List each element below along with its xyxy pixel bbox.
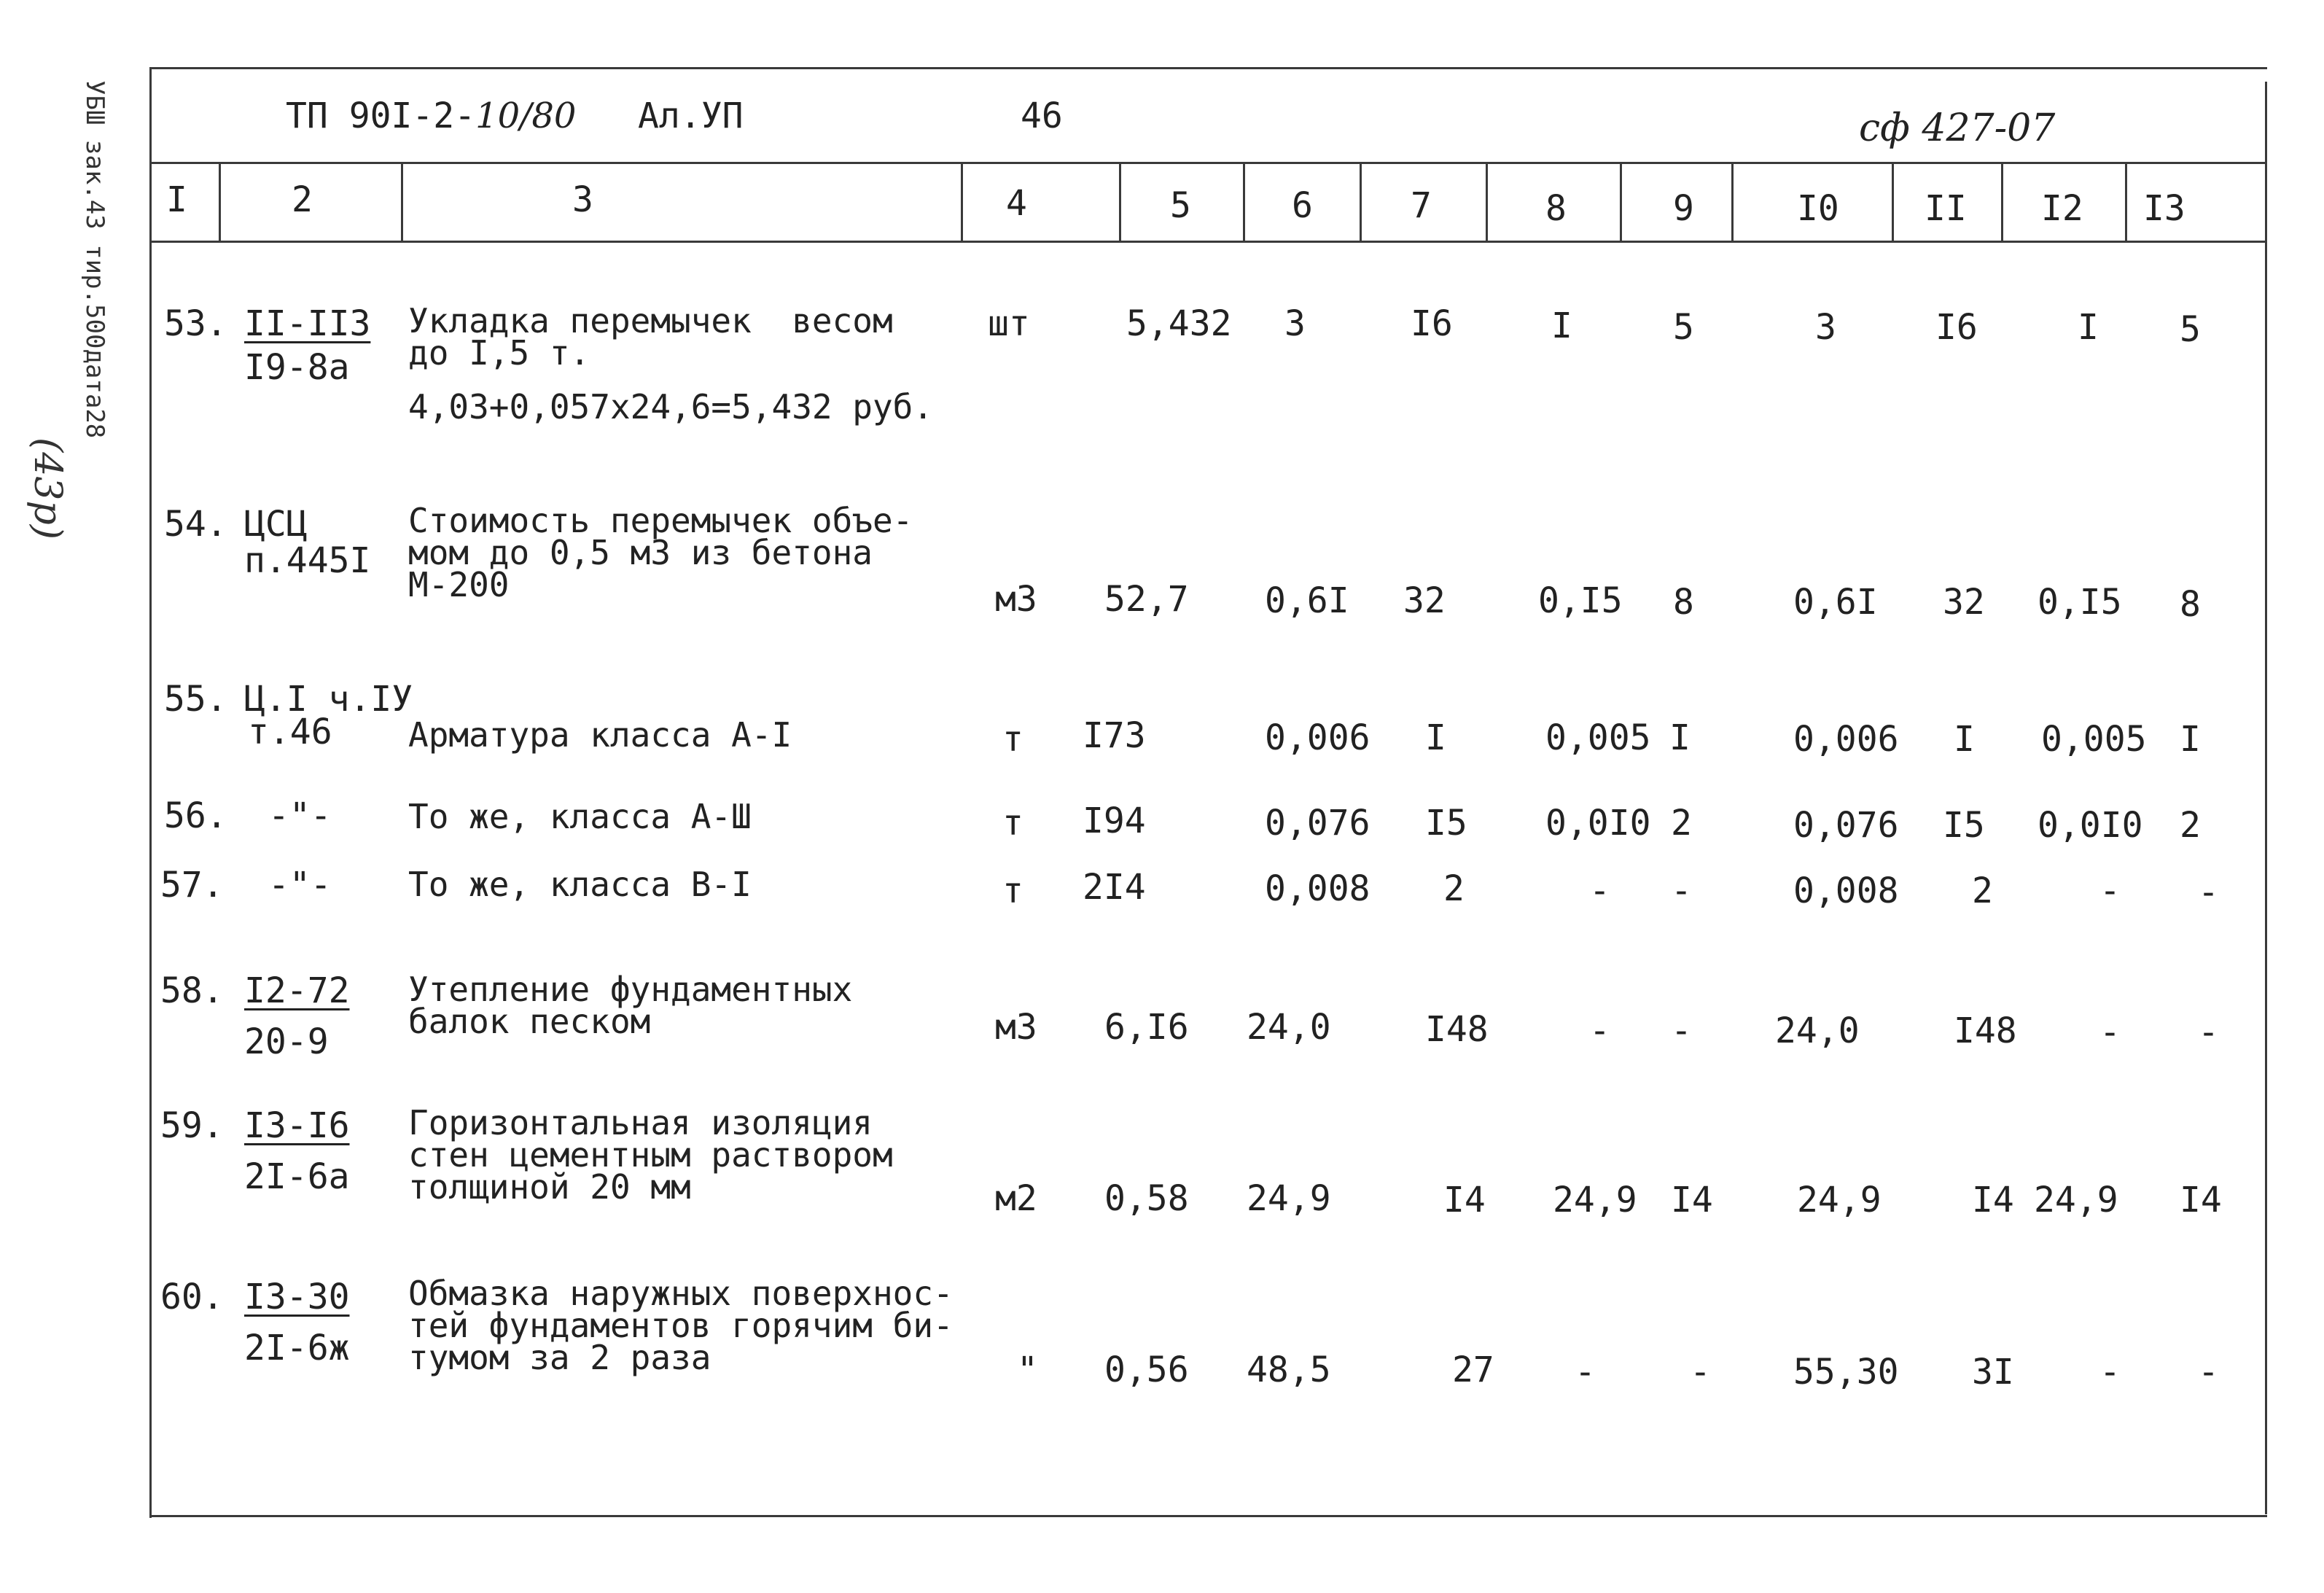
cell-col13: 8 — [2180, 584, 2201, 625]
norm-code: ЦСЦ — [244, 504, 308, 545]
work-description: То же, класса А-Ш — [408, 797, 752, 836]
norm-code: I2-72 — [244, 970, 350, 1011]
cell-col13: - — [2198, 1352, 2219, 1393]
col-divider — [961, 162, 963, 242]
norm-code: Ц.I ч.IУ — [244, 679, 413, 720]
cell-col13: I4 — [2180, 1180, 2222, 1220]
col-divider — [1620, 162, 1622, 242]
cell-col8: - — [1589, 870, 1610, 911]
col-divider — [2125, 162, 2127, 242]
norm-code-sub: 20-9 — [244, 1021, 329, 1062]
cell-col13: I — [2180, 719, 2201, 760]
unit: м3 — [995, 579, 1037, 620]
norm-code: II-II3 — [244, 303, 371, 344]
cell-col13: 5 — [2180, 309, 2201, 350]
col-header-11: II — [1925, 188, 1967, 229]
calculation-note: 4,03+0,057x24,6=5,432 руб. — [408, 387, 934, 427]
cell-col7: I — [1425, 717, 1446, 758]
cell-col8: 24,9 — [1553, 1180, 1637, 1220]
col-header-7: 7 — [1411, 185, 1432, 226]
cell-col11: 3I — [1972, 1352, 2014, 1393]
cell-col6: 0,006 — [1265, 717, 1370, 758]
norm-code-sub: I9-8a — [244, 347, 350, 388]
cell-col5: 2I4 — [1083, 867, 1146, 908]
cell-col5: I73 — [1083, 715, 1146, 756]
cell-col11: 32 — [1943, 582, 1985, 623]
cell-col7: I48 — [1425, 1009, 1489, 1050]
unit: т — [1002, 870, 1023, 911]
norm-code: I3-I6 — [244, 1105, 350, 1146]
cell-col11: I48 — [1954, 1010, 2017, 1051]
unit: т — [1002, 719, 1023, 760]
row-number: 56. — [164, 795, 227, 836]
row-number: 54. — [164, 504, 227, 545]
row-number: 55. — [164, 679, 227, 720]
col-header-13: I3 — [2143, 188, 2185, 229]
cell-col12: 0,I5 — [2038, 582, 2122, 623]
unit: м3 — [995, 1007, 1037, 1048]
col-header-3: 3 — [572, 179, 593, 220]
work-description: Горизонтальная изоляция стен цементным раствором толщиной 20 мм — [408, 1103, 893, 1207]
cell-col6: 0,076 — [1265, 803, 1370, 844]
cell-col10: 0,006 — [1793, 719, 1899, 760]
row-number: 53. — [164, 303, 227, 344]
cell-col5: 6,I6 — [1104, 1007, 1189, 1048]
work-description: Обмазка наружных поверхнос- тей фундаментов горячим би- тумом за 2 раза — [408, 1274, 954, 1377]
cell-col12: - — [2099, 1012, 2121, 1053]
project-number: 10/80 — [475, 96, 577, 136]
cell-col12: - — [2099, 870, 2121, 911]
cell-col9: 2 — [1671, 803, 1692, 844]
cell-col10: 0,6I — [1793, 582, 1878, 623]
col-header-4: 4 — [1006, 183, 1027, 224]
cell-col11: I — [1954, 719, 1975, 760]
cell-col11: I6 — [1935, 307, 1978, 348]
norm-code-sub: 2I-6a — [244, 1156, 350, 1197]
unit: шт — [988, 303, 1030, 344]
cell-col6: 3 — [1284, 303, 1306, 344]
cell-col7: 2 — [1443, 868, 1465, 909]
cell-col10: 24,0 — [1775, 1010, 1860, 1051]
cell-col8: - — [1575, 1352, 1596, 1393]
cell-col5: 0,56 — [1104, 1349, 1189, 1390]
cell-col5: I94 — [1083, 801, 1146, 841]
row-number: 57. — [160, 865, 224, 905]
project-code — [286, 96, 577, 136]
row-number: 59. — [160, 1105, 224, 1146]
cell-col9: 8 — [1673, 582, 1694, 623]
cell-col12: 0,0I0 — [2038, 805, 2143, 846]
cell-col13: - — [2198, 1012, 2219, 1053]
cell-col8: 0,I5 — [1538, 580, 1623, 621]
cell-col13: - — [2198, 872, 2219, 913]
col-header-2: 2 — [292, 179, 313, 220]
cell-col6: 0,6I — [1265, 580, 1349, 621]
project-prefix: ТП 90I-2- — [286, 96, 476, 136]
work-description: Утепление фундаментных балок песком — [408, 970, 853, 1041]
header-row-bottom-line — [149, 241, 2267, 243]
frame-bottom-border — [149, 1515, 2267, 1517]
col-header-10: I0 — [1797, 188, 1839, 229]
work-description: Стоимость перемычек объе- мом до 0,5 м3 из бетона М-200 — [408, 501, 913, 604]
col-header-9: 9 — [1673, 188, 1694, 229]
cell-col8: 0,0I0 — [1545, 803, 1651, 844]
norm-code-sub: т.46 — [248, 712, 332, 752]
col-divider — [1360, 162, 1362, 242]
work-description: Укладка перемычек весом до I,5 т. — [408, 301, 893, 373]
norm-code: -"- — [268, 865, 332, 905]
cell-col12: - — [2099, 1352, 2121, 1393]
unit: м2 — [995, 1178, 1037, 1219]
col-divider — [2001, 162, 2003, 242]
cell-col5: 52,7 — [1104, 579, 1189, 620]
cell-col7: I4 — [1443, 1180, 1486, 1220]
cell-col10: 0,076 — [1793, 805, 1899, 846]
cell-col10: 55,30 — [1793, 1352, 1899, 1393]
col-divider — [1119, 162, 1121, 242]
cell-col9: 5 — [1673, 307, 1694, 348]
cell-col7: I5 — [1425, 803, 1467, 844]
cell-col7: 32 — [1403, 580, 1446, 621]
cell-col7: 27 — [1452, 1349, 1494, 1390]
work-description: То же, класса В-I — [408, 865, 752, 904]
col-divider — [1731, 162, 1734, 242]
col-header-8: 8 — [1545, 188, 1567, 229]
col-divider — [401, 162, 403, 242]
handwritten-cipher: сф 427-07 — [1859, 106, 2056, 150]
cell-col6: 0,008 — [1265, 868, 1370, 909]
unit: т — [1002, 803, 1023, 844]
cell-col8: - — [1589, 1010, 1610, 1051]
cell-col8: I — [1551, 305, 1572, 346]
cell-col13: 2 — [2180, 805, 2201, 846]
norm-code: -"- — [268, 795, 332, 836]
cell-col10: 0,008 — [1793, 870, 1899, 911]
cell-col9: - — [1690, 1352, 1711, 1393]
cell-col9: I4 — [1671, 1180, 1713, 1220]
col-divider — [1486, 162, 1488, 242]
work-description: Арматура класса А-I — [408, 715, 792, 755]
norm-code-sub: п.445I — [244, 540, 371, 581]
row-number: 58. — [160, 970, 224, 1011]
page-number: 46 — [1021, 96, 1063, 136]
cell-col12: I — [2078, 307, 2099, 348]
col-header-5: 5 — [1170, 185, 1191, 226]
cell-col12: 24,9 — [2034, 1180, 2118, 1220]
handwritten-margin-note: (43р) — [26, 437, 69, 540]
cell-col9: - — [1671, 870, 1692, 911]
col-header-12: I2 — [2041, 188, 2083, 229]
cell-col6: 24,9 — [1247, 1178, 1331, 1219]
cell-col11: I4 — [1972, 1180, 2014, 1220]
col-divider — [1243, 162, 1245, 242]
cell-col9: - — [1671, 1010, 1692, 1051]
norm-code-sub: 2I-6ж — [244, 1328, 350, 1368]
print-stamp: УБШ зак.43 тир.500дата28 — [80, 80, 109, 439]
cell-col5: 5,432 — [1126, 303, 1232, 344]
col-divider — [1892, 162, 1894, 242]
album-label: Ал.УП — [638, 96, 744, 136]
frame-left-border — [149, 67, 152, 1518]
col-divider — [219, 162, 221, 242]
cell-col6: 24,0 — [1247, 1007, 1331, 1048]
cell-col11: I5 — [1943, 805, 1985, 846]
cell-col5: 0,58 — [1104, 1178, 1189, 1219]
frame-right-border — [2265, 82, 2267, 1514]
col-header-1: I — [166, 179, 187, 220]
frame-top-border — [149, 67, 2267, 69]
cell-col11: 2 — [1972, 870, 1993, 911]
cell-col7: I6 — [1411, 303, 1453, 344]
cell-col10: 3 — [1815, 307, 1836, 348]
cell-col6: 48,5 — [1247, 1349, 1331, 1390]
cell-col10: 24,9 — [1797, 1180, 1882, 1220]
unit: " — [1017, 1349, 1038, 1390]
cell-col8: 0,005 — [1545, 717, 1651, 758]
col-header-6: 6 — [1292, 185, 1313, 226]
norm-code: I3-30 — [244, 1277, 350, 1317]
header-row-top-line — [149, 162, 2267, 164]
cell-col12: 0,005 — [2041, 719, 2147, 760]
cell-col9: I — [1669, 717, 1691, 758]
row-number: 60. — [160, 1277, 224, 1317]
